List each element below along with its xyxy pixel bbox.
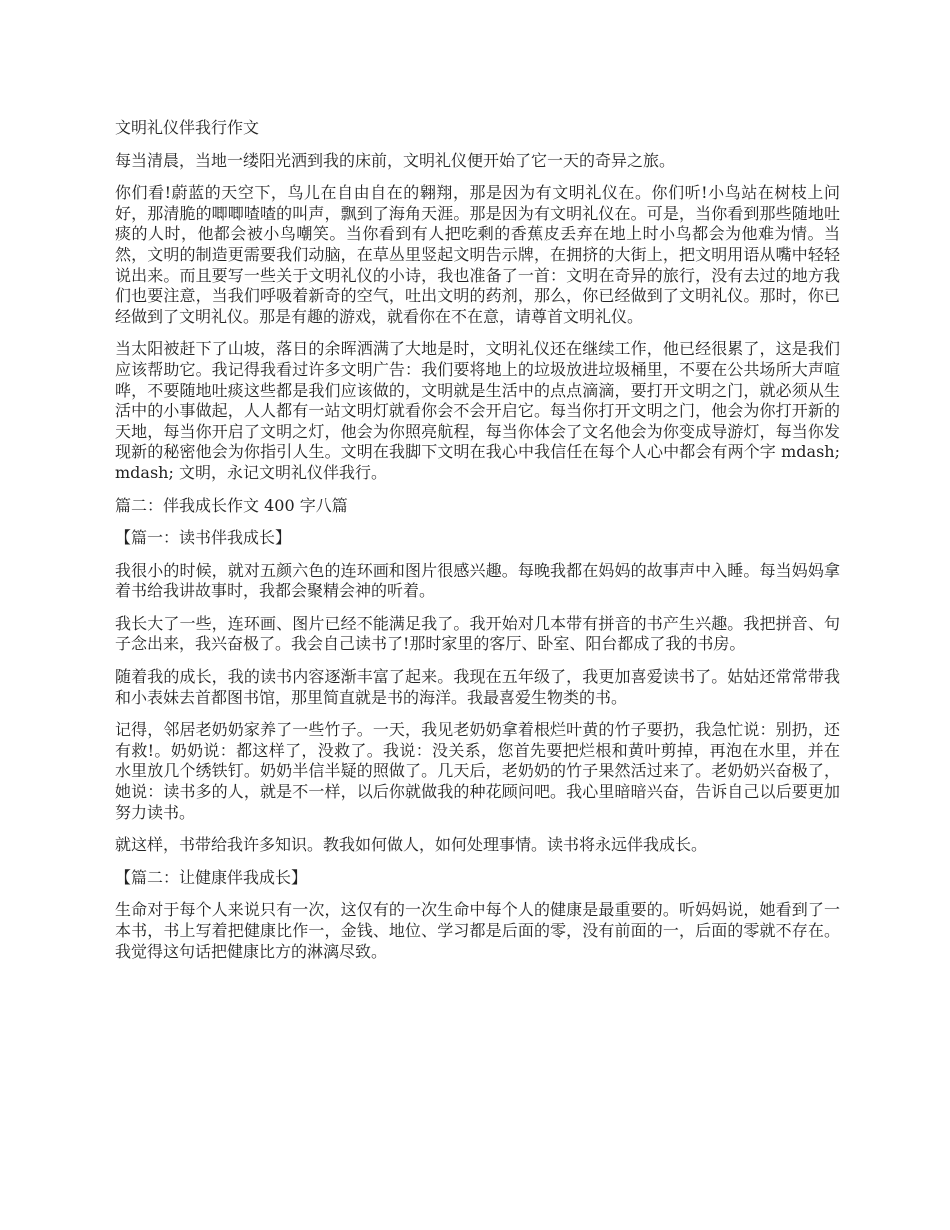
- paragraph: 你们看!蔚蓝的天空下，鸟儿在自由自在的翱翔，那是因为有文明礼仪在。你们听!小鸟站在树枝上问好，那清脆的唧唧喳喳的叫声，飘到了海角天涯。那是因为有文明礼仪在。可是，当你看到那些随地吐痰的人时，他都会被小鸟嘲笑。当你看到有人把吃剩的香蕉皮丢弃在地上时小鸟都会为他难为情。当然，文明的制造更需要我们动脑，在草丛里竖起文明告示牌，在拥挤的大街上，把文明用语从嘴中轻轻说出来。而且要写一些关于文明礼仪的小诗，我也准备了一首：文明在奇异的旅行，没有去过的地方我们也要注意，当我们呼吸着新奇的空气，吐出文明的药剂，那么，你已经做到了文明礼仪。那时，你已经做到了文明礼仪。那是有趣的游戏，就看你在不在意，请尊首文明礼仪。: [115, 183, 840, 326]
- paragraph: 每当清晨，当地一缕阳光洒到我的床前，文明礼仪便开始了它一天的奇异之旅。: [115, 150, 676, 170]
- paragraph: 我很小的时候，就对五颜六色的连环画和图片很感兴趣。每晚我都在妈妈的故事声中入睡。每当妈妈拿着书给我讲故事时，我都会聚精会神的听着。: [115, 560, 840, 601]
- document-title: 文明礼仪伴我行作文: [115, 118, 260, 137]
- paragraph: 当太阳被赶下了山坡，落日的余晖洒满了大地是时，文明礼仪还在继续工作，他已经很累了，这是我们应该帮助它。我记得我看过许多文明广告：我们要将地上的垃圾放进垃圾桶里，不要在公共场所大声喧哗，不要随地吐痰这些都是我们应该做的，文明就是生活中的点点滴滴，要打开文明之门，就必须从生活中的小事做起，人人都有一站文明灯就看你会不会开启它。每当你打开文明之门，他会为你打开新的天地，每当你开启了文明之灯，他会为你照亮航程，每当你体会了文名他会为你变成导游灯，每当你发现新的秘密他会为你指引人生。文明在我脚下文明在我心中我信任在每个人心中都会有两个字 mdash;mdash; 文明，永记文明礼仪伴我行。: [115, 339, 840, 482]
- paragraph: 就这样，书带给我许多知识。教我如何做人，如何处理事情。读书将永远伴我成长。: [115, 835, 708, 855]
- subsection-heading: 【篇二：让健康伴我成长】: [115, 867, 308, 887]
- document-body: [115, 118, 840, 974]
- paragraph: 记得，邻居老奶奶家养了一些竹子。一天，我见老奶奶拿着根烂叶黄的竹子要扔，我急忙说：别扔，还有救!。奶奶说：都这样了，没救了。我说：没关系，您首先要把烂根和黄叶剪掉，再泡在水里，并在水里放几个绣铁钉。奶奶半信半疑的照做了。几天后，老奶奶的竹子果然活过来了。老奶奶兴奋极了，她说：读书多的人，就是不一样，以后你就做我的种花顾问吧。我心里暗暗兴奋，告诉自己以后要更加努力读书。: [115, 720, 840, 822]
- paragraph: 生命对于每个人来说只有一次，这仅有的一次生命中每个人的健康是最重要的。听妈妈说，她看到了一本书，书上写着把健康比作一，金钱、地位、学习都是后面的零，没有前面的一，后面的零就不存在。我觉得这句话把健康比方的淋漓尽致。: [115, 900, 840, 961]
- subsection-heading: 【篇一：读书伴我成长】: [115, 528, 292, 548]
- paragraph: 随着我的成长，我的读书内容逐渐丰富了起来。我现在五年级了，我更加喜爱读书了。姑姑还常常带我和小表妹去首都图书馆，那里简直就是书的海洋。我最喜爱生物类的书。: [115, 667, 840, 707]
- section-heading: 篇二：伴我成长作文 400 字八篇: [115, 495, 348, 515]
- paragraph: 我长大了一些，连环画、图片已经不能满足我了。我开始对几本带有拼音的书产生兴趣。我把拼音、句子念出来，我兴奋极了。我会自己读书了!那时家里的客厅、卧室、阳台都成了我的书房。: [115, 613, 840, 654]
